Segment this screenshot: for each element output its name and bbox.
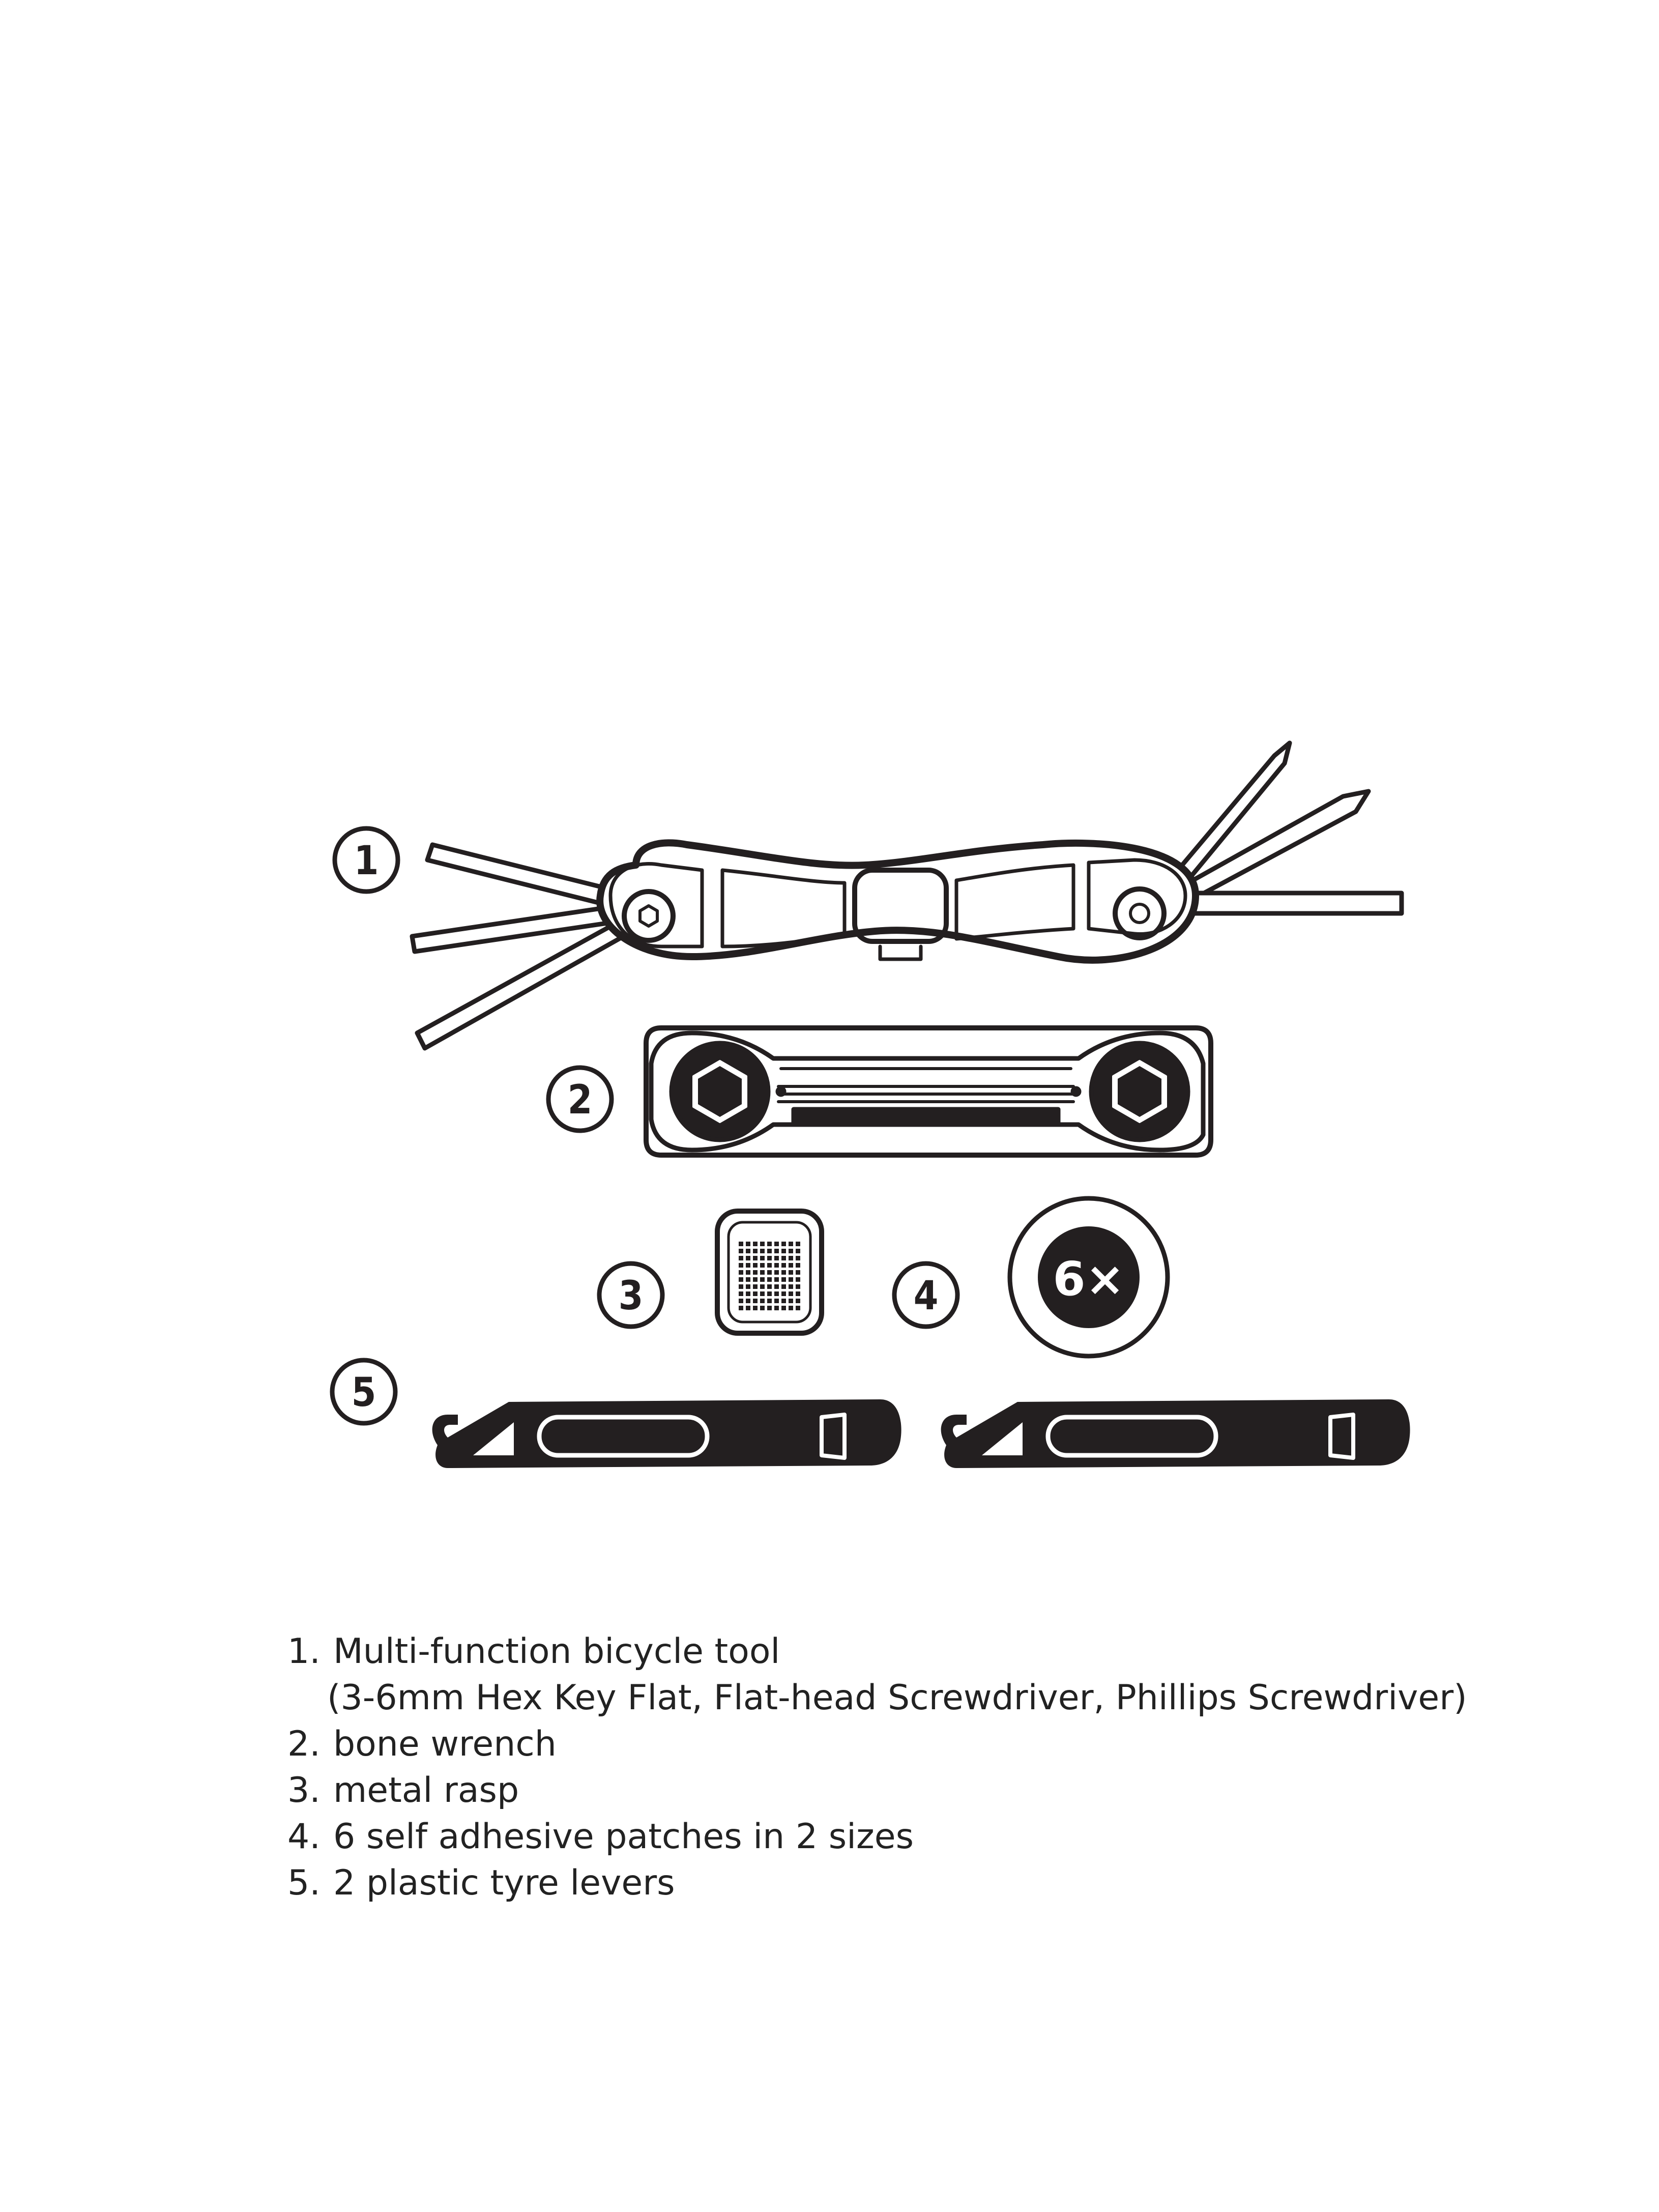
patch-count-label: 6× bbox=[1053, 1252, 1125, 1306]
patch-icon bbox=[1010, 1198, 1168, 1356]
badge-1 bbox=[335, 828, 398, 892]
metal-rasp-icon bbox=[717, 1211, 822, 1333]
legend-item-4: 4. 6 self adhesive patches in 2 sizes bbox=[287, 1817, 914, 1857]
legend-item-1: 1. Multi-function bicycle tool (3-6mm Hex Key Flat, Flat-head Screwdriver, Phillips Screwdriver) bbox=[287, 1628, 1467, 1721]
legend-item-3: 3. metal rasp bbox=[287, 1770, 519, 1811]
bone-wrench-icon bbox=[646, 1028, 1211, 1155]
badge-5 bbox=[332, 1360, 395, 1423]
badge-3 bbox=[599, 1263, 662, 1327]
svg-text:1: 1 bbox=[354, 838, 379, 884]
svg-text:2: 2 bbox=[567, 1077, 593, 1123]
svg-text:5: 5 bbox=[351, 1370, 376, 1416]
legend-item-2: 2. bone wrench bbox=[287, 1724, 557, 1764]
legend-list bbox=[287, 1628, 1467, 1906]
badge-2 bbox=[548, 1068, 612, 1131]
legend-item-1-detail: (3-6mm Hex Key Flat, Flat-head Screwdriver, Phillips Screwdriver) bbox=[327, 1678, 1467, 1718]
svg-text:4: 4 bbox=[913, 1273, 939, 1319]
svg-text:3: 3 bbox=[618, 1273, 644, 1319]
badge-4 bbox=[894, 1263, 957, 1327]
multi-tool-icon bbox=[412, 743, 1402, 1048]
tyre-lever-icon bbox=[432, 1399, 1410, 1468]
legend-item-5: 5. 2 plastic tyre levers bbox=[287, 1863, 675, 1903]
